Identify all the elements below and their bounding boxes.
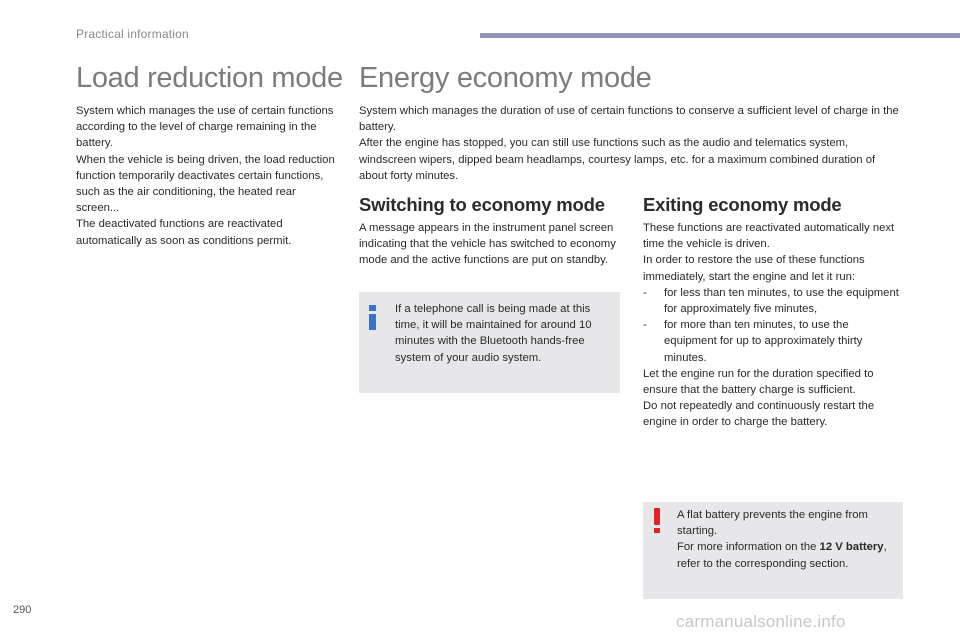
info-icon [368,305,377,330]
watermark: carmanualsonline.info [676,612,846,631]
paragraph: In order to restore the use of these functions immediately, start the engine and let it run: [643,254,865,283]
warning-suffix: , refer to the corresponding section. [677,541,887,570]
section-label: Practical information [76,27,189,41]
page-number: 290 [13,604,32,616]
warning-prefix: For more information on the [677,541,820,554]
list-item-text: for more than ten minutes, to use the equipment for up to approximately thirty minutes. [664,319,863,364]
list-marker: - [643,319,647,332]
warning-line: A flat battery prevents the engine from starting. [677,509,868,538]
paragraph: The deactivated functions are reactivated automatically as soon as conditions permit. [76,218,292,247]
warning-note-box [643,502,903,599]
paragraph: Let the engine run for the duration specified to ensure that the battery charge is sufficient. [643,367,874,397]
paragraph: These functions are reactivated automatically next time the vehicle is driven. [643,222,895,251]
paragraph: After the engine has stopped, you can still use functions such as the audio and telematics system, windscreen wipers, dipped beam headlamps, courtesy lamps, etc. for a maximum combined duration of about forty minutes. [359,137,876,182]
paragraph: System which manages the use of certain functions according to the level of charge remaining in the battery. [76,105,334,150]
paragraph: A message appears in the instrument panel screen indicating that the vehicle has switched to economy mode and the active functions are put on standby. [359,222,616,267]
list-item-text: for less than ten minutes, to use the equipment for approximately five minutes, [664,286,899,316]
list-item [643,317,903,366]
list-marker: - [643,286,647,299]
paragraph: System which manages the duration of use of certain functions to conserve a sufficient level of charge in the battery. [359,105,899,134]
paragraph: Do not repeatedly and continuously restart the engine in order to charge the battery. [643,400,875,429]
warning-icon [652,508,662,534]
info-note-text: If a telephone call is being made at this time, it will be maintained for around 10 minutes with the Bluetooth hands-free system of your audio system. [395,303,592,364]
load-reduction-title: Load reduction mode [76,62,343,94]
switching-title: Switching to economy mode [359,194,605,215]
exiting-title: Exiting economy mode [643,194,842,215]
switching-body [359,220,621,269]
energy-economy-title: Energy economy mode [359,62,652,94]
header-bar [480,33,960,38]
paragraph: When the vehicle is being driven, the load reduction function temporarily deactivates certain functions, such as the air conditioning, the heated rear screen... [76,153,335,215]
warning-note-text [677,507,897,572]
battery-link-text: 12 V battery [819,541,884,554]
info-note-box [359,292,620,393]
list-item [643,285,903,317]
energy-economy-body [359,103,899,184]
load-reduction-body [76,103,338,249]
warning-line [677,539,897,571]
exiting-body [643,220,903,431]
